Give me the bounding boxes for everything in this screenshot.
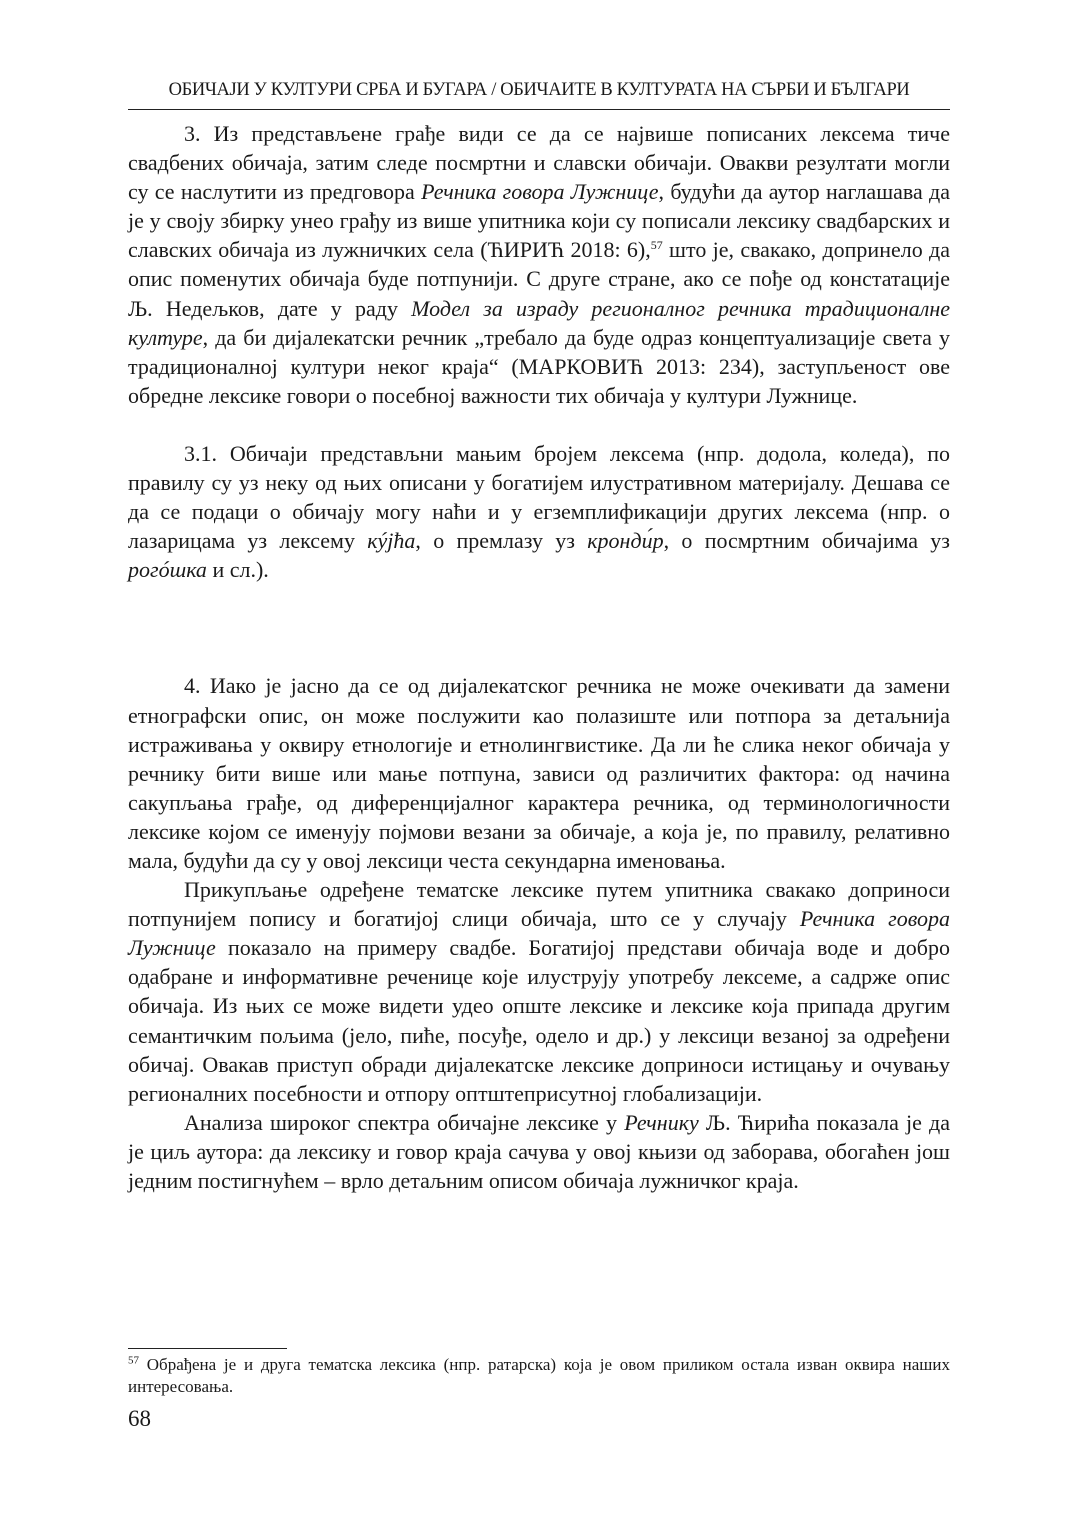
footnote-rule bbox=[128, 1348, 287, 1349]
paragraph-3: 3. Из представљене грађе види се да се највише пописаних лексема тиче свадбених обичаја, затим следе посмртни и славски обичаји. Овакви резултати могли су се наслутити из предговора Речника говора Лужнице, будући да аутор наглашава да је у своју збирку унео грађу из више упитника који су пописали лексику свадбарских и славских обичаја из лужничких села (ЋИРИЋ 2018: 6),$^{57}$ што је, свакако, допринело да опис поменутих обичаја буде потпунији. С друге стране, ако се пође од констатације Љ. Недељков, дате у раду Модел за израду регионалног речника традиционалне културе, да би дијалекатски речник „требало да буде одраз концептуализације света у традиционалној култури неког краја“ (МАРКОВИЋ 2013: 234), заступљеност ове обредне лексике говори о посебној важности тих обичаја у култури Лужнице. bbox=[128, 121, 950, 408]
footnote-reference[interactable]: 57 bbox=[650, 238, 663, 253]
running-header: ОБИЧАЈИ У КУЛТУРИ СРБА И БУГАРА / ОБИЧАИТЕ В КУЛТУРАТА НА СЪРБИ И БЪЛГАРИ bbox=[168, 80, 910, 100]
italic-title: Модел за израду регионалног речника традиционалне културе bbox=[128, 295, 950, 350]
footnote bbox=[128, 1354, 950, 1398]
italic-title: Речнику bbox=[624, 1109, 699, 1135]
body-text bbox=[128, 119, 950, 1195]
paragraph-4-3: Анализа широког спектра обичајне лексике у Речнику Љ. Ћирића показала је да је циљ аутора: да лексику и говор краја сачува у овој књизи од заборава, обогаћен још једним постигнућем – врло детаљним описом обичаја лужничког краја. bbox=[128, 1109, 950, 1193]
footnote-text: Обрађена је и друга тематска лексика (нпр. ратарска) која је овом приликом остала изван оквира наших интересовања. bbox=[128, 1355, 950, 1396]
italic-title: Речника говора Лужнице bbox=[128, 906, 950, 961]
italic-lexeme: кýјћа bbox=[367, 528, 416, 554]
header-rule bbox=[128, 109, 950, 110]
italic-lexeme: кронди́р bbox=[587, 528, 664, 554]
italic-lexeme: рогóшка bbox=[128, 557, 207, 583]
paragraph-4-2: Прикупљање одређене тематске лексике путем упитника свакако доприноси потпунијем попису и богатијој слици обичаја, што се у случају Речника говора Лужнице показало на примеру свадбе. Богатијој представи обичаја воде и добро одабране и информативне реченице које илуструју употребу лексеме, а садрже опис обичаја. Из њих се може видети удео опште лексике и лексике која припада другим семантичким пољима (јело, пиће, посуђе, одело и др.) у лексици везаној за одређени обичај. Овакав приступ обради дијалекатске лексике доприноси истицању и очувању регионалних посебности и отпору оптштеприсутној глобализацији. bbox=[128, 877, 950, 1106]
italic-title: Речника говора Лужнице bbox=[421, 179, 659, 205]
footnote-number: 57 bbox=[128, 1354, 139, 1367]
paragraph-3-1: 3.1. Обичаји представљни мањим бројем лексема (нпр. додола, коледа), по правилу су уз неку од њих описани у богатијем илустративном материјалу. Дешава се да се подаци о обичају могу наћи и у егземплификацији других лексема (нпр. о лазарицама уз лексему кýјћа, о премлазу уз кронди́р, о посмртним обичајима уз рогóшка и сл.). bbox=[128, 440, 951, 583]
page-number: 68 bbox=[128, 1406, 151, 1431]
paragraph-4: 4. Иако је јасно да се од дијалекатског речника не може очекивати да замени етнографски опис, он може послужити као полазиште или потпора за детаљнија истраживања у оквиру етнологије и етнолингвистике. Да ли ће слика неког обичаја у речнику бити више или мање потпуна, зависи од различитих фактора: од начина сакупљања грађе, од диференцијалног карактера речника, од терминологичности лексике којом се именују појмови везани за обичаје, а која је, по правилу, релативно мала, будући да су у овој лексици честа секундарна именовања. bbox=[128, 673, 950, 873]
